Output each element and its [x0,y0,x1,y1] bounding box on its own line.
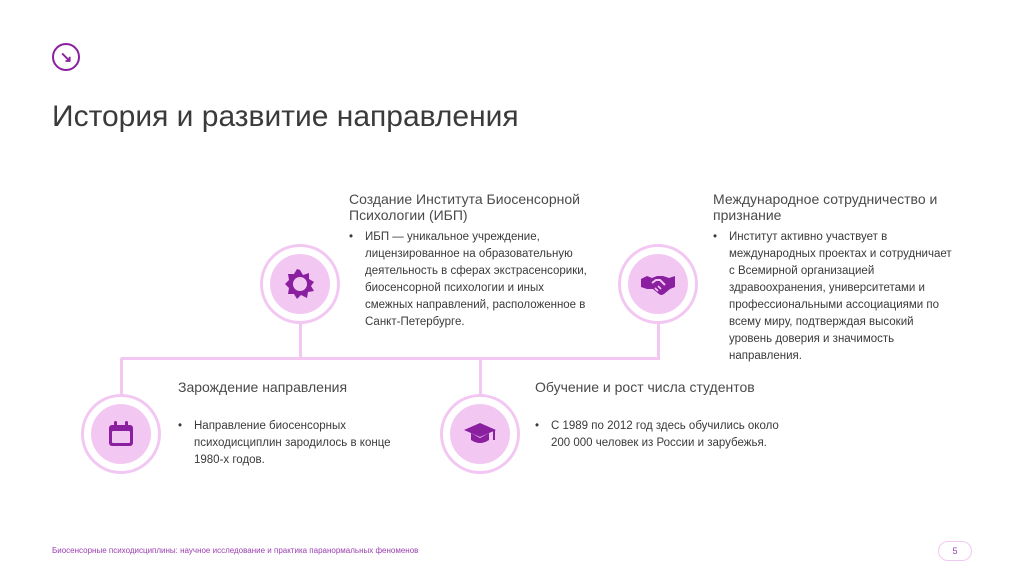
milestone-bullet-1: • Направление биосенсорных психодисциплин зародилось в конце 1980-х годов. [178,420,391,466]
footer-text: Биосенсорные психодисциплины: научное исследование и практика паранормальных феноменов [52,546,419,555]
milestone-bullet-2: • ИБП — уникальное учреждение, лицензированное на образовательную деятельность в сферах экстрасенсорики, биосенсорной психологии и иных смежных направлений, расположенное в Санкт-Петербурге. [349,231,587,328]
handshake-icon [640,271,676,297]
graduation-cap-icon [463,419,497,449]
milestone-heading-4: Международное сотрудничество и признание [713,191,938,223]
connector-3 [479,358,482,398]
milestone-node-3 [440,394,520,474]
page-title: История и развитие направления [52,100,519,133]
badge-star-icon [284,268,316,300]
calendar-icon [106,419,136,449]
milestone-heading-2: Создание Института Биосенсорной Психологии (ИБП) [349,191,580,223]
connector-1 [120,358,123,398]
timeline-line [121,357,660,360]
milestone-node-4 [618,244,698,324]
milestone-heading-3: Обучение и рост числа студентов [535,379,755,395]
arrow-down-right-icon: ↘ [52,43,80,71]
milestone-node-1 [81,394,161,474]
milestone-heading-1: Зарождение направления [178,379,348,395]
milestone-bullet-3: • С 1989 по 2012 год здесь обучились около 200 000 человек из России и зарубежья. [535,420,779,449]
page-number: 5 [938,541,972,561]
milestone-node-2 [260,244,340,324]
milestone-bullet-4: • Институт активно участвует в международных проектах и сотрудничает с Всемирной организацией здравоохранения, университетами и профессиональными ассоциациями по всему миру, подтверждая высокий уровень доверия и значимость направления. [713,231,952,362]
